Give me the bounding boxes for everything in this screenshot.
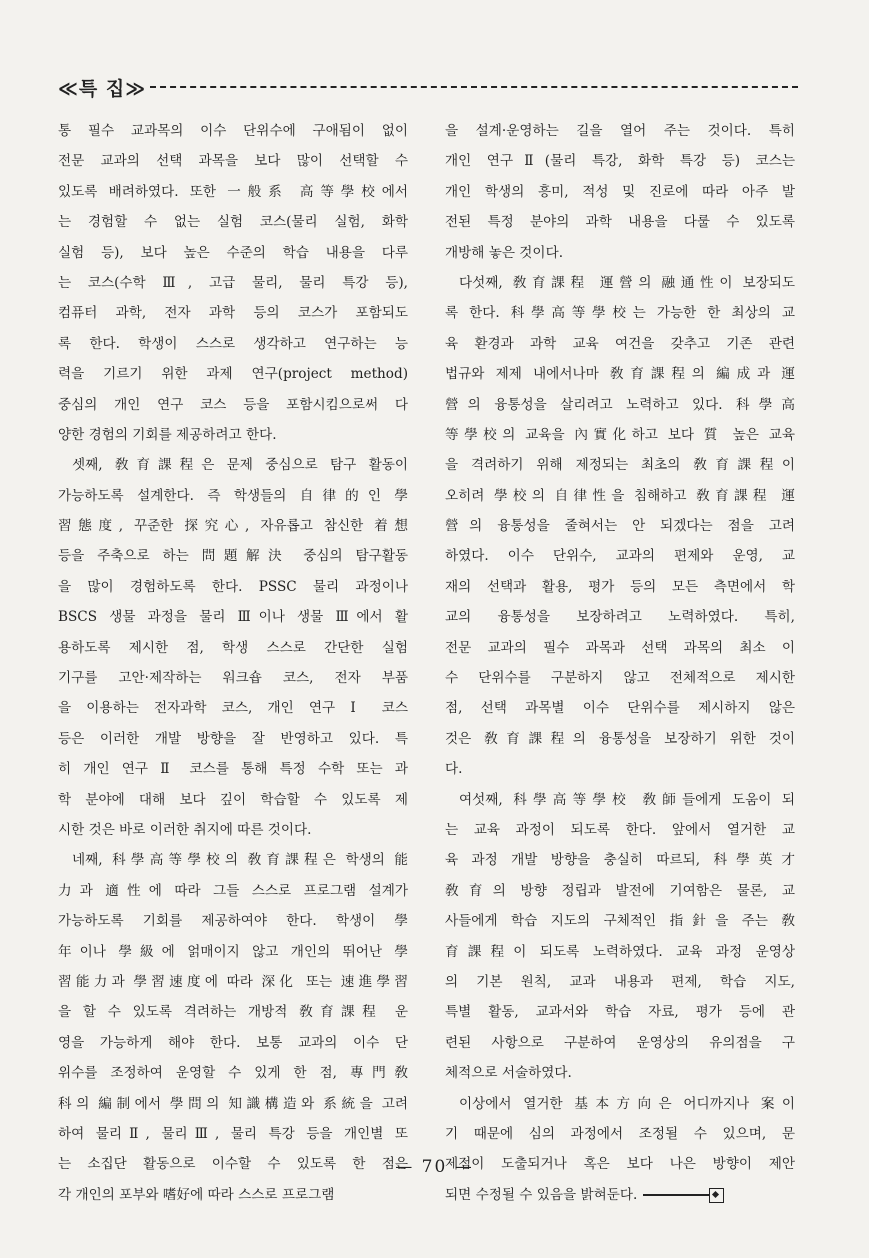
- text-line: 營의 융통성을 줄혀서는 안 되겠다는 점을 고려: [445, 518, 795, 535]
- text-line: 의 기본 원칙, 교과 내용과 편제, 학습 지도,: [445, 973, 795, 990]
- text-line: 체적으로 서술하였다.: [445, 1065, 572, 1082]
- text-line: 수 단위수를 구분하지 않고 전체적으로 제시한: [445, 670, 795, 687]
- text-line: 록 한다. 科學高等學校는 가능한 한 최상의 교: [445, 305, 795, 322]
- text-line: 등은 이러한 개발 방향을 잘 반영하고 있다. 특: [58, 730, 408, 747]
- text-line: 다섯째, 敎育課程 運營의 融通性이 보장되도: [459, 274, 795, 291]
- text-line: 특별 활동, 교과서와 학습 자료, 평가 등에 관: [445, 1004, 795, 1021]
- text-line: 育課程이 되도록 노력하였다. 교육 과정 운영상: [445, 943, 795, 960]
- text-line: 개인 연구Ⅱ(물리 특강, 화학 특강 등) 코스는: [445, 153, 795, 170]
- section-title: ≪특 집≫: [58, 77, 147, 100]
- left-text-column: [58, 116, 408, 1210]
- text-line: 力과 適性에 따라 그들 스스로 프로그램 설계가: [58, 882, 408, 899]
- text-line: 가능하도록 기회를 제공하여야 한다. 학생이 學: [58, 913, 408, 930]
- text-line: 전된 특정 분야의 과학 내용을 다룰 수 있도록: [445, 214, 795, 231]
- text-line: 기구를 고안·제작하는 워크숍 코스, 전자 부품: [58, 670, 408, 687]
- text-line: 는 소집단 활동으로 이수할 수 있도록 한 점은: [58, 1156, 408, 1173]
- text-line: 력을 기르기 위한 과제 연구(project method): [58, 366, 408, 383]
- text-line: 법규와 제제 내에서나마 敎育課程의 編成과 運: [445, 366, 795, 383]
- text-line: 양한 경험의 기회를 제공하려고 한다.: [58, 426, 277, 443]
- text-line: 敎育의 방향 정립과 발전에 기여함은 물론, 교: [445, 882, 795, 899]
- text-line: 을 설계·운영하는 길을 열어 주는 것이다. 특히: [445, 123, 795, 139]
- text-line: 習能力과 學習速度에 따라 深化 또는 速進學習: [58, 973, 408, 990]
- text-line: 통 필수 교과목의 이수 단위수에 구애됨이 없이: [58, 123, 408, 139]
- text-line: 이상에서 열거한 基本方向은 어디까지나 案이: [459, 1095, 795, 1112]
- text-line: 컴퓨터 과학, 전자 과학 등의 코스가 포함되도: [58, 305, 408, 322]
- text-line: 영을 가능하게 해야 한다. 보통 교과의 이수 단: [58, 1034, 408, 1051]
- text-line: 셋째, 敎育課程은 문제 중심으로 탐구 활동이: [72, 457, 408, 474]
- text-line: 제점이 도출되거나 혹은 보다 나은 방향이 제안: [445, 1156, 795, 1173]
- text-line: 개방해 놓은 것이다.: [445, 244, 564, 261]
- text-line: 육 과정 개발 방향을 충실히 따르되, 科學英才: [445, 852, 795, 869]
- text-line: 오히려 學校의 自律性을 침해하고 敎育課程 運: [445, 487, 795, 504]
- text-line: 등을 주축으로 하는 問題解決 중심의 탐구활동: [58, 548, 408, 565]
- text-line: 개인 학생의 흥미, 적성 및 진로에 따라 아주 발: [445, 183, 795, 200]
- page-number: — 70 —: [395, 1157, 474, 1177]
- section-header: [58, 74, 798, 100]
- text-line: 각 개인의 포부와 嗜好에 따라 스스로 프로그램: [58, 1186, 335, 1203]
- text-line: 교의 융통성을 보장하려고 노력하였다. 특히,: [445, 609, 795, 626]
- text-line: 等學校의 교육을 內實化하고 보다 質 높은 교육: [445, 426, 795, 443]
- text-line: 는 교육 과정이 되도록 한다. 앞에서 열거한 교: [445, 821, 795, 838]
- text-line: 習態度, 꾸준한 探究心, 자유롭고 참신한 着想: [58, 518, 408, 535]
- text-line: 는 코스(수학 Ⅲ, 고급 물리, 물리 특강 등),: [58, 274, 408, 291]
- text-line: 年이나 學級에 얽매이지 않고 개인의 뛰어난 學: [58, 943, 408, 960]
- text-line: 여섯째, 科學高等學校 敎師들에게 도움이 되: [459, 791, 795, 808]
- text-line: 기 때문에 심의 과정에서 조정될 수 있으며, 문: [445, 1125, 795, 1142]
- text-line: 하였다. 이수 단위수, 교과의 편제와 운영, 교: [445, 548, 795, 565]
- text-line: 전문 교과의 필수 과목과 선택 과목의 최소 이: [445, 639, 795, 656]
- text-line: 위수를 조정하여 운영할 수 있게 한 점, 專門敎: [58, 1065, 408, 1082]
- text-line: 재의 선택과 활용, 평가 등의 모든 측면에서 학: [445, 578, 795, 595]
- text-line: 육 환경과 과학 교육 여건을 갖추고 기존 관련: [445, 335, 795, 352]
- text-line: 련된 사항으로 구분하여 운영상의 유의점을 구: [445, 1034, 795, 1051]
- text-line: BSCS 생물 과정을 물리 Ⅲ이나 생물 Ⅲ에서 활: [58, 609, 408, 626]
- text-line: 있도록 배려하였다. 또한 一般系 高等學校에서: [58, 183, 408, 200]
- text-line: 는 경험할 수 없는 실험 코스(물리 실험, 화학: [58, 214, 408, 231]
- text-line: 점, 선택 과목별 이수 단위수를 제시하지 않은: [445, 700, 795, 717]
- text-line: 사들에게 학습 지도의 구체적인 指針을 주는 敎: [445, 913, 795, 930]
- text-line: 네째, 科學高等學校의 敎育課程은 학생의 能: [72, 852, 408, 869]
- text-line: 을 많이 경험하도록 한다. PSSC 물리 과정이나: [58, 578, 408, 595]
- text-line: 을 이용하는 전자과학 코스, 개인 연구 Ⅰ 코스: [58, 700, 408, 717]
- text-line: 록 한다. 학생이 스스로 생각하고 연구하는 능: [58, 335, 408, 352]
- text-line: 營의 융통성을 살리려고 노력하고 있다. 科學高: [445, 396, 795, 413]
- end-diamond-icon: [709, 1188, 724, 1203]
- text-line: 실험 등), 보다 높은 수준의 학습 내용을 다루: [58, 244, 408, 261]
- text-line: 되면 수정될 수 있음을 밝혀둔다.: [445, 1180, 795, 1210]
- text-line: 것은 敎育課程의 융통성을 보장하기 위한 것이: [445, 730, 795, 747]
- text-line: 용하도록 제시한 점, 학생 스스로 간단한 실험: [58, 639, 408, 656]
- text-line: 학 분야에 대해 보다 깊이 학습할 수 있도록 제: [58, 791, 408, 808]
- text-line: 하여 물리Ⅱ, 물리Ⅲ, 물리 특강 등을 개인별 또: [58, 1125, 408, 1142]
- text-line: 다.: [445, 761, 463, 778]
- text-line: 을 격려하기 위해 제정되는 최초의 敎育課程이: [445, 457, 795, 474]
- text-line: 시한 것은 바로 이러한 취지에 따른 것이다.: [58, 821, 312, 838]
- text-line: 전문 교과의 선택 과목을 보다 많이 선택할 수: [58, 153, 408, 170]
- text-line: 科의 編制에서 學問의 知識構造와 系統을 고려: [58, 1095, 408, 1112]
- header-dashed-rule: [150, 86, 798, 88]
- text-line: 가능하도록 설계한다. 즉 학생들의 自律的인 學: [58, 487, 408, 504]
- end-rule: [643, 1194, 709, 1196]
- text-line: 히 개인 연구 Ⅱ 코스를 통해 특정 수학 또는 과: [58, 761, 408, 778]
- text-line: 을 할 수 있도록 격려하는 개방적 敎育課程 운: [58, 1004, 408, 1021]
- right-text-column: [445, 116, 795, 1210]
- text-line: 중심의 개인 연구 코스 등을 포함시킴으로써 다: [58, 396, 408, 413]
